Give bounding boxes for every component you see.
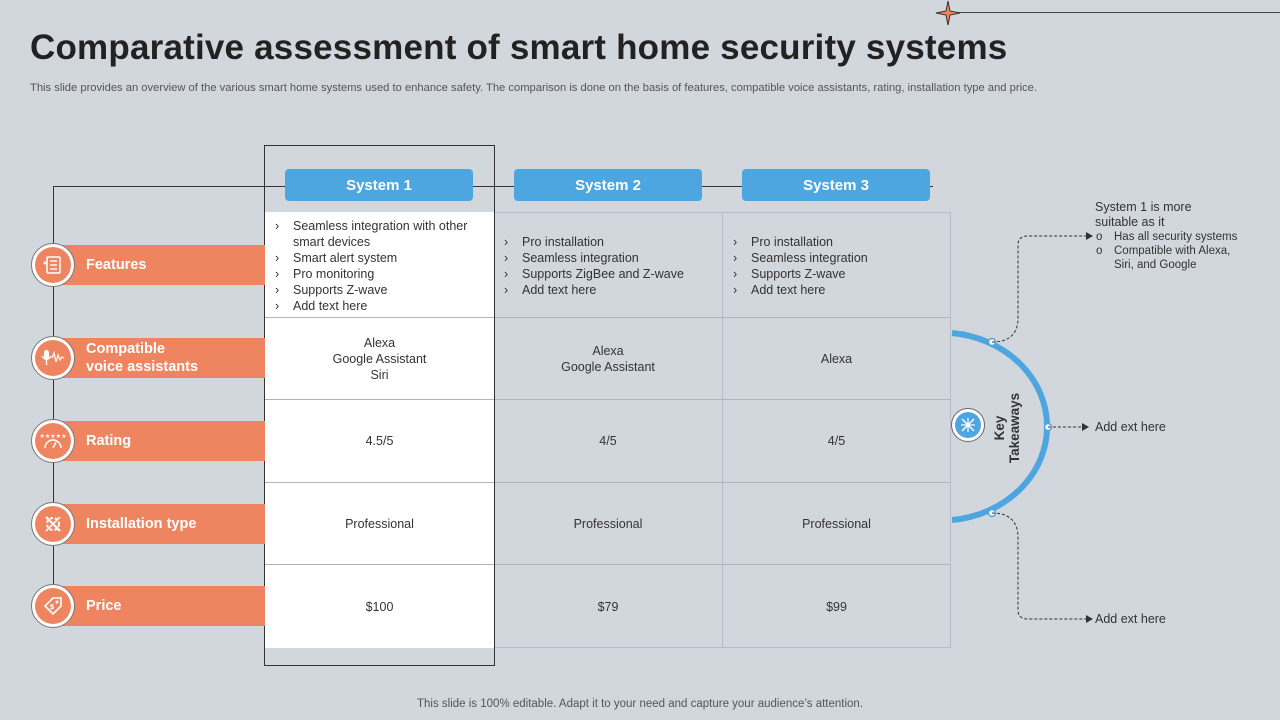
cell-text: Alexa [363,335,396,350]
row-label: Price [86,598,122,614]
features-list-system1 [273,218,491,314]
price-tag-icon [31,584,75,628]
row-label: Rating [86,433,132,449]
row-header-installation [56,504,265,544]
takeaways-label [992,393,1022,463]
cell-text: Siri [370,367,389,382]
cell-text: Alexa [820,351,853,366]
list-item: › Smart alert system [273,250,491,266]
rating-cell-system2: 4/5 [599,434,617,448]
row-header-voice-assistants [56,338,265,378]
takeaway-note-1 [1095,200,1275,272]
rating-gauge-icon [31,419,75,463]
takeaways-label-line: Key [992,415,1007,441]
list-item: › Add text here [273,298,491,314]
features-list-icon [31,243,75,287]
footer-note: This slide is 100% editable. Adapt it to your need and capture your audience’s attention. [416,698,864,710]
decorative-top-line [950,12,1280,13]
svg-text:★★★★★: ★★★★★ [39,433,67,440]
row-label: Installation type [86,516,197,532]
takeaways-network-icon [951,408,985,442]
rating-cell-system1: 4.5/5 [365,434,394,448]
price-cell-system3: $99 [826,599,847,614]
note-bullet-continuation: Siri, and Google [1114,259,1197,271]
list-item: › Supports Z-wave [731,266,949,282]
system3-header: System 3 [742,169,930,201]
list-item: › Supports ZigBee and Z-wave [502,266,720,282]
cell-text: Alexa [592,343,624,358]
installation-tools-icon [31,502,75,546]
page-title: Comparative assessment of smart home security systems [30,28,1008,67]
installation-cell-system2: Professional [573,516,643,531]
features-list-system2 [502,234,720,298]
takeaways-label-line: Takeaways [1007,392,1022,464]
note-text: suitable as it [1095,215,1165,229]
row-header-rating [56,421,265,461]
note-bullet: o Compatible with Alexa, [1096,245,1231,257]
note-text: System 1 is more [1095,200,1192,214]
list-item: › Add text here [502,282,720,298]
sparkle-star-icon [935,0,961,26]
list-item: › Seamless integration [502,250,720,266]
installation-cell-system1: Professional [345,516,414,531]
voice-cell-system2 [494,318,722,399]
cell-text: Google Assistant [332,351,427,366]
list-item: › Supports Z-wave [273,282,491,298]
system2-header: System 2 [514,169,702,201]
takeaway-note-3: Add ext here [1095,612,1166,626]
note-bullet: o Has all security systems [1096,231,1238,243]
list-item: › Seamless integration with other [273,218,491,234]
svg-text:$: $ [49,603,55,611]
list-item: › Seamless integration [731,250,949,266]
row-header-price [56,586,265,626]
list-item: › Pro installation [731,234,949,250]
list-item: › Pro installation [502,234,720,250]
row-label: Compatible [86,341,165,357]
features-list-system3 [731,234,949,298]
takeaway-note-2: Add ext here [1095,420,1166,434]
voice-mic-icon [31,336,75,380]
installation-cell-system3: Professional [802,516,871,531]
voice-cell-system3 [722,318,951,399]
voice-cell-system1 [265,318,494,399]
price-cell-system2: $79 [597,599,619,614]
row-label: Features [86,257,147,273]
row-label: voice assistants [86,359,199,375]
rating-cell-system3: 4/5 [827,434,846,448]
list-item: › Pro monitoring [273,266,491,282]
list-item: › Add text here [731,282,949,298]
page-subtitle: This slide provides an overview of the various smart home systems used to enhance safety. The comparison is done on the basis of features, compatible voice assistants, rating, installation type and price. [30,82,1037,94]
price-cell-system1: $100 [365,599,394,614]
row-header-features [56,245,265,285]
cell-text: Google Assistant [561,359,655,374]
system1-header: System 1 [285,169,473,201]
list-item-continuation: smart devices [293,235,371,249]
